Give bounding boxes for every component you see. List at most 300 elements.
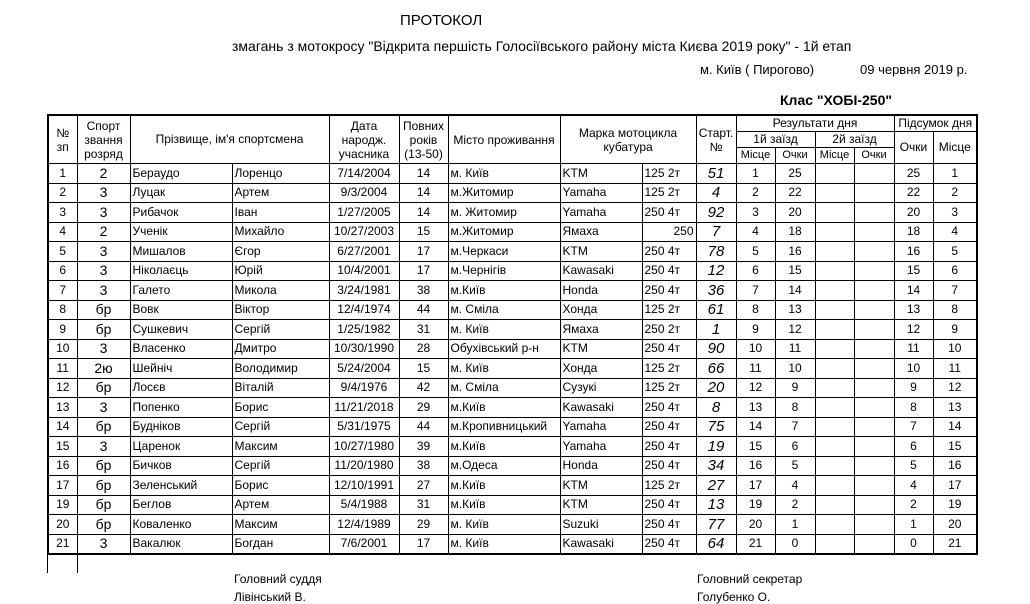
cell-row-number: 21 bbox=[48, 534, 77, 554]
cell-race1-points: 2 bbox=[775, 495, 815, 515]
cell-birth-date: 12/4/1974 bbox=[329, 300, 399, 320]
cell-birth-date: 10/27/1980 bbox=[329, 437, 399, 457]
cell-first-name: Юрій bbox=[232, 261, 329, 281]
cell-rank: 3 bbox=[77, 534, 130, 554]
cell-day-points: 1 bbox=[894, 515, 933, 535]
cell-race1-points: 16 bbox=[775, 242, 815, 262]
secretary-label: Головний секретар bbox=[697, 572, 803, 586]
cell-bike-cc: 250 4т bbox=[642, 339, 696, 359]
cell-day-points: 13 bbox=[894, 300, 933, 320]
cell-day-place: 1 bbox=[933, 164, 977, 184]
cell-rank: 3 bbox=[77, 437, 130, 457]
cell-row-number: 2 bbox=[48, 183, 77, 203]
cell-city: м.Київ bbox=[448, 437, 560, 457]
cell-rank: бр bbox=[77, 476, 130, 496]
cell-first-name: Іван bbox=[232, 203, 329, 223]
col-rank: Спорт звання розряд bbox=[77, 115, 130, 164]
cell-first-name: Сергій bbox=[232, 456, 329, 476]
document-subtitle: змагань з мотокросу "Відкрита першість Голосіївського району міста Києва 2019 року" - 1й етап bbox=[232, 38, 852, 54]
cell-race2-place bbox=[815, 417, 854, 437]
cell-race2-place bbox=[815, 281, 854, 301]
cell-rank: 3 bbox=[77, 339, 130, 359]
cell-rank: 2 bbox=[77, 164, 130, 184]
cell-day-place: 16 bbox=[933, 456, 977, 476]
cell-bike-cc: 250 4т bbox=[642, 398, 696, 418]
cell-race1-points: 1 bbox=[775, 515, 815, 535]
cell-row-number: 5 bbox=[48, 242, 77, 262]
cell-race1-place: 10 bbox=[736, 339, 775, 359]
cell-age: 17 bbox=[399, 242, 448, 262]
cell-city: м.Чернігів bbox=[448, 261, 560, 281]
table-row bbox=[48, 398, 977, 418]
cell-day-points: 18 bbox=[894, 222, 933, 242]
cell-city: м. Київ bbox=[448, 515, 560, 535]
cell-race1-place: 12 bbox=[736, 378, 775, 398]
cell-surname: Беглов bbox=[130, 495, 232, 515]
cell-row-number: 15 bbox=[48, 437, 77, 457]
table-row bbox=[48, 261, 977, 281]
cell-first-name: Лоренцо bbox=[232, 164, 329, 184]
col-age: Повних років (13-50) bbox=[399, 115, 448, 164]
cell-row-number: 4 bbox=[48, 222, 77, 242]
cell-race2-points bbox=[854, 281, 894, 301]
cell-day-place: 5 bbox=[933, 242, 977, 262]
table-row bbox=[48, 203, 977, 223]
cell-race2-place bbox=[815, 261, 854, 281]
cell-city: м.Київ bbox=[448, 495, 560, 515]
secretary-name: Голубенко О. bbox=[697, 590, 771, 604]
cell-day-place: 12 bbox=[933, 378, 977, 398]
cell-start-number: 51 bbox=[696, 164, 736, 184]
cell-birth-date: 1/27/2005 bbox=[329, 203, 399, 223]
cell-start-number: 8 bbox=[696, 398, 736, 418]
cell-day-points: 14 bbox=[894, 281, 933, 301]
cell-day-place: 3 bbox=[933, 203, 977, 223]
cell-race2-points bbox=[854, 203, 894, 223]
cell-day-place: 8 bbox=[933, 300, 977, 320]
cell-race2-points bbox=[854, 261, 894, 281]
cell-race2-place bbox=[815, 320, 854, 340]
table-col-border-extension bbox=[77, 555, 78, 573]
cell-surname: Вовк bbox=[130, 300, 232, 320]
cell-day-points: 6 bbox=[894, 437, 933, 457]
cell-race1-place: 21 bbox=[736, 534, 775, 554]
cell-start-number: 78 bbox=[696, 242, 736, 262]
cell-birth-date: 7/14/2004 bbox=[329, 164, 399, 184]
cell-rank: бр bbox=[77, 300, 130, 320]
cell-birth-date: 9/4/1976 bbox=[329, 378, 399, 398]
table-row bbox=[48, 534, 977, 554]
event-date: 09 червня 2019 р. bbox=[860, 62, 968, 77]
cell-surname: Коваленко bbox=[130, 515, 232, 535]
cell-row-number: 20 bbox=[48, 515, 77, 535]
cell-bike-cc: 125 2т bbox=[642, 476, 696, 496]
cell-rank: 3 bbox=[77, 261, 130, 281]
cell-race1-points: 25 bbox=[775, 164, 815, 184]
cell-race2-points bbox=[854, 222, 894, 242]
cell-age: 38 bbox=[399, 281, 448, 301]
cell-race2-points bbox=[854, 495, 894, 515]
cell-rank: бр bbox=[77, 320, 130, 340]
cell-birth-date: 1/25/1982 bbox=[329, 320, 399, 340]
cell-first-name: Борис bbox=[232, 398, 329, 418]
cell-rank: 3 bbox=[77, 203, 130, 223]
cell-age: 17 bbox=[399, 261, 448, 281]
col-name: Прізвище, ім'я спортсмена bbox=[130, 115, 329, 164]
cell-bike-cc: 250 2т bbox=[642, 320, 696, 340]
cell-bike-make: Suzuki bbox=[560, 515, 642, 535]
cell-surname: Ніколаєць bbox=[130, 261, 232, 281]
cell-bike-make: Ямаха bbox=[560, 222, 642, 242]
cell-race1-place: 16 bbox=[736, 456, 775, 476]
cell-row-number: 6 bbox=[48, 261, 77, 281]
cell-birth-date: 9/3/2004 bbox=[329, 183, 399, 203]
col-num: № зп bbox=[48, 115, 77, 164]
cell-birth-date: 5/24/2004 bbox=[329, 359, 399, 379]
cell-city: м.Київ bbox=[448, 398, 560, 418]
cell-city: м.Житомир bbox=[448, 222, 560, 242]
cell-day-points: 0 bbox=[894, 534, 933, 554]
cell-age: 17 bbox=[399, 534, 448, 554]
cell-day-points: 20 bbox=[894, 203, 933, 223]
cell-race2-place bbox=[815, 222, 854, 242]
cell-start-number: 90 bbox=[696, 339, 736, 359]
cell-race1-place: 2 bbox=[736, 183, 775, 203]
cell-race2-place bbox=[815, 164, 854, 184]
cell-race1-points: 7 bbox=[775, 417, 815, 437]
cell-race2-points bbox=[854, 476, 894, 496]
cell-bike-make: Yamaha bbox=[560, 203, 642, 223]
cell-birth-date: 5/4/1988 bbox=[329, 495, 399, 515]
cell-first-name: Артем bbox=[232, 495, 329, 515]
cell-start-number: 66 bbox=[696, 359, 736, 379]
class-label: Клас "ХОБІ-250" bbox=[780, 92, 893, 108]
cell-day-place: 11 bbox=[933, 359, 977, 379]
cell-first-name: Сергій bbox=[232, 320, 329, 340]
cell-race1-points: 20 bbox=[775, 203, 815, 223]
cell-first-name: Віктор bbox=[232, 300, 329, 320]
cell-age: 14 bbox=[399, 164, 448, 184]
cell-bike-cc: 250 4т bbox=[642, 534, 696, 554]
cell-bike-cc: 125 2т bbox=[642, 183, 696, 203]
cell-city: м. Київ bbox=[448, 164, 560, 184]
cell-bike-cc: 250 4т bbox=[642, 203, 696, 223]
cell-first-name: Михайло bbox=[232, 222, 329, 242]
cell-age: 27 bbox=[399, 476, 448, 496]
cell-race1-place: 5 bbox=[736, 242, 775, 262]
cell-surname: Вакалюк bbox=[130, 534, 232, 554]
cell-race1-points: 22 bbox=[775, 183, 815, 203]
cell-age: 15 bbox=[399, 222, 448, 242]
cell-age: 14 bbox=[399, 203, 448, 223]
cell-row-number: 12 bbox=[48, 378, 77, 398]
cell-row-number: 1 bbox=[48, 164, 77, 184]
cell-rank: бр bbox=[77, 378, 130, 398]
cell-age: 14 bbox=[399, 183, 448, 203]
cell-bike-make: Хонда bbox=[560, 359, 642, 379]
cell-race1-points: 11 bbox=[775, 339, 815, 359]
col-start: Старт. № bbox=[696, 115, 736, 164]
cell-first-name: Максим bbox=[232, 515, 329, 535]
cell-day-points: 25 bbox=[894, 164, 933, 184]
cell-age: 31 bbox=[399, 320, 448, 340]
cell-race2-place bbox=[815, 398, 854, 418]
cell-day-points: 16 bbox=[894, 242, 933, 262]
judge-label: Головний суддя bbox=[234, 572, 322, 586]
cell-race2-place bbox=[815, 203, 854, 223]
cell-age: 29 bbox=[399, 515, 448, 535]
cell-start-number: 75 bbox=[696, 417, 736, 437]
cell-day-place: 10 bbox=[933, 339, 977, 359]
cell-rank: 3 bbox=[77, 183, 130, 203]
cell-day-points: 2 bbox=[894, 495, 933, 515]
cell-surname: Шейніч bbox=[130, 359, 232, 379]
document-title: ПРОТОКОЛ bbox=[400, 12, 483, 29]
cell-race1-place: 9 bbox=[736, 320, 775, 340]
cell-first-name: Володимир bbox=[232, 359, 329, 379]
table-row bbox=[48, 222, 977, 242]
cell-bike-make: Yamaha bbox=[560, 417, 642, 437]
cell-day-place: 21 bbox=[933, 534, 977, 554]
cell-race2-place bbox=[815, 515, 854, 535]
cell-birth-date: 11/21/2018 bbox=[329, 398, 399, 418]
cell-row-number: 17 bbox=[48, 476, 77, 496]
cell-bike-make: Honda bbox=[560, 456, 642, 476]
cell-surname: Зеленський bbox=[130, 476, 232, 496]
col-dob: Дата народж. учасника bbox=[329, 115, 399, 164]
cell-day-place: 14 bbox=[933, 417, 977, 437]
cell-age: 29 bbox=[399, 398, 448, 418]
cell-race1-place: 17 bbox=[736, 476, 775, 496]
cell-start-number: 34 bbox=[696, 456, 736, 476]
cell-bike-make: Yamaha bbox=[560, 437, 642, 457]
cell-surname: Бичков bbox=[130, 456, 232, 476]
cell-row-number: 16 bbox=[48, 456, 77, 476]
cell-birth-date: 10/4/2001 bbox=[329, 261, 399, 281]
cell-race1-points: 13 bbox=[775, 300, 815, 320]
cell-rank: 2ю bbox=[77, 359, 130, 379]
cell-race1-points: 12 bbox=[775, 320, 815, 340]
cell-start-number: 7 bbox=[696, 222, 736, 242]
cell-birth-date: 12/10/1991 bbox=[329, 476, 399, 496]
cell-first-name: Максим bbox=[232, 437, 329, 457]
cell-age: 44 bbox=[399, 417, 448, 437]
cell-surname: Галето bbox=[130, 281, 232, 301]
cell-bike-cc: 250 4т bbox=[642, 495, 696, 515]
cell-first-name: Віталій bbox=[232, 378, 329, 398]
cell-rank: 3 bbox=[77, 242, 130, 262]
cell-row-number: 19 bbox=[48, 495, 77, 515]
cell-race2-place bbox=[815, 534, 854, 554]
cell-city: м. Київ bbox=[448, 359, 560, 379]
cell-day-place: 6 bbox=[933, 261, 977, 281]
cell-day-place: 13 bbox=[933, 398, 977, 418]
cell-start-number: 64 bbox=[696, 534, 736, 554]
cell-start-number: 27 bbox=[696, 476, 736, 496]
table-row bbox=[48, 515, 977, 535]
cell-rank: 2 bbox=[77, 222, 130, 242]
table-row bbox=[48, 378, 977, 398]
cell-race2-points bbox=[854, 437, 894, 457]
cell-bike-cc: 250 4т bbox=[642, 281, 696, 301]
cell-bike-make: KTM bbox=[560, 164, 642, 184]
col-race2: 2й заїзд bbox=[815, 132, 894, 148]
cell-race1-points: 14 bbox=[775, 281, 815, 301]
cell-bike-cc: 250 4т bbox=[642, 437, 696, 457]
cell-bike-cc: 250 4т bbox=[642, 456, 696, 476]
cell-bike-make: KTM bbox=[560, 242, 642, 262]
cell-age: 31 bbox=[399, 495, 448, 515]
cell-day-points: 4 bbox=[894, 476, 933, 496]
cell-bike-cc: 250 4т bbox=[642, 515, 696, 535]
cell-race1-place: 8 bbox=[736, 300, 775, 320]
cell-row-number: 3 bbox=[48, 203, 77, 223]
cell-rank: бр bbox=[77, 417, 130, 437]
cell-race1-place: 19 bbox=[736, 495, 775, 515]
cell-race2-place bbox=[815, 242, 854, 262]
cell-race1-points: 0 bbox=[775, 534, 815, 554]
cell-start-number: 61 bbox=[696, 300, 736, 320]
cell-age: 44 bbox=[399, 300, 448, 320]
col-sum-place: Місце bbox=[933, 132, 977, 164]
cell-age: 38 bbox=[399, 456, 448, 476]
cell-day-points: 15 bbox=[894, 261, 933, 281]
table-left-border-extension bbox=[47, 555, 48, 573]
cell-first-name: Богдан bbox=[232, 534, 329, 554]
cell-city: м. Київ bbox=[448, 320, 560, 340]
cell-day-points: 9 bbox=[894, 378, 933, 398]
cell-race2-points bbox=[854, 242, 894, 262]
cell-start-number: 36 bbox=[696, 281, 736, 301]
event-place: м. Київ ( Пирогово) bbox=[700, 62, 815, 77]
cell-bike-cc: 125 2т bbox=[642, 300, 696, 320]
cell-race2-points bbox=[854, 359, 894, 379]
cell-bike-make: Ямаха bbox=[560, 320, 642, 340]
cell-bike-cc: 250 4т bbox=[642, 242, 696, 262]
cell-first-name: Микола bbox=[232, 281, 329, 301]
table-row bbox=[48, 242, 977, 262]
cell-surname: Бераудо bbox=[130, 164, 232, 184]
cell-race2-place bbox=[815, 476, 854, 496]
cell-surname: Ученік bbox=[130, 222, 232, 242]
cell-race1-place: 3 bbox=[736, 203, 775, 223]
cell-city: м.Черкаси bbox=[448, 242, 560, 262]
cell-race1-place: 1 bbox=[736, 164, 775, 184]
cell-day-place: 9 bbox=[933, 320, 977, 340]
cell-birth-date: 3/24/1981 bbox=[329, 281, 399, 301]
cell-race2-points bbox=[854, 456, 894, 476]
cell-row-number: 13 bbox=[48, 398, 77, 418]
cell-city: м.Житомир bbox=[448, 183, 560, 203]
cell-rank: бр bbox=[77, 495, 130, 515]
cell-start-number: 4 bbox=[696, 183, 736, 203]
cell-start-number: 12 bbox=[696, 261, 736, 281]
cell-race1-place: 20 bbox=[736, 515, 775, 535]
results-table bbox=[47, 114, 978, 555]
cell-age: 42 bbox=[399, 378, 448, 398]
cell-day-place: 2 bbox=[933, 183, 977, 203]
cell-race2-points bbox=[854, 320, 894, 340]
cell-race2-points bbox=[854, 183, 894, 203]
table-row bbox=[48, 437, 977, 457]
cell-race1-points: 6 bbox=[775, 437, 815, 457]
cell-bike-cc: 125 2т bbox=[642, 378, 696, 398]
cell-day-place: 15 bbox=[933, 437, 977, 457]
cell-day-place: 4 bbox=[933, 222, 977, 242]
cell-bike-make: KTM bbox=[560, 495, 642, 515]
table-row bbox=[48, 476, 977, 496]
cell-race1-place: 7 bbox=[736, 281, 775, 301]
cell-birth-date: 10/30/1990 bbox=[329, 339, 399, 359]
table-row bbox=[48, 456, 977, 476]
cell-race2-place bbox=[815, 183, 854, 203]
cell-first-name: Артем bbox=[232, 183, 329, 203]
cell-birth-date: 12/4/1989 bbox=[329, 515, 399, 535]
cell-day-points: 7 bbox=[894, 417, 933, 437]
cell-city: м.Київ bbox=[448, 281, 560, 301]
cell-surname: Луцак bbox=[130, 183, 232, 203]
cell-bike-cc: 250 4т bbox=[642, 261, 696, 281]
cell-day-points: 11 bbox=[894, 339, 933, 359]
cell-rank: 3 bbox=[77, 398, 130, 418]
cell-race1-points: 18 bbox=[775, 222, 815, 242]
cell-city: м. Сміла bbox=[448, 300, 560, 320]
cell-birth-date: 7/6/2001 bbox=[329, 534, 399, 554]
cell-row-number: 7 bbox=[48, 281, 77, 301]
cell-age: 15 bbox=[399, 359, 448, 379]
cell-race2-points bbox=[854, 339, 894, 359]
cell-day-points: 5 bbox=[894, 456, 933, 476]
cell-race2-place bbox=[815, 456, 854, 476]
cell-bike-cc: 125 2т bbox=[642, 164, 696, 184]
cell-start-number: 77 bbox=[696, 515, 736, 535]
cell-race2-points bbox=[854, 398, 894, 418]
cell-race2-place bbox=[815, 359, 854, 379]
cell-birth-date: 6/27/2001 bbox=[329, 242, 399, 262]
col-race2-points: Очки bbox=[854, 148, 894, 164]
cell-race2-points bbox=[854, 300, 894, 320]
cell-race1-points: 4 bbox=[775, 476, 815, 496]
cell-city: м.Київ bbox=[448, 476, 560, 496]
cell-row-number: 14 bbox=[48, 417, 77, 437]
cell-surname: Царенок bbox=[130, 437, 232, 457]
col-race2-place: Місце bbox=[815, 148, 854, 164]
cell-row-number: 9 bbox=[48, 320, 77, 340]
cell-race2-place bbox=[815, 300, 854, 320]
col-city: Місто проживання bbox=[448, 115, 560, 164]
cell-surname: Рибачок bbox=[130, 203, 232, 223]
cell-race1-place: 14 bbox=[736, 417, 775, 437]
cell-bike-make: KTM bbox=[560, 476, 642, 496]
table-row bbox=[48, 417, 977, 437]
cell-race1-place: 11 bbox=[736, 359, 775, 379]
col-sum-points: Очки bbox=[894, 132, 933, 164]
cell-rank: бр bbox=[77, 456, 130, 476]
cell-race2-points bbox=[854, 534, 894, 554]
cell-surname: Мишалов bbox=[130, 242, 232, 262]
cell-race1-points: 9 bbox=[775, 378, 815, 398]
col-race1-place: Місце bbox=[736, 148, 775, 164]
table-row bbox=[48, 339, 977, 359]
cell-birth-date: 10/27/2003 bbox=[329, 222, 399, 242]
table-row bbox=[48, 300, 977, 320]
table-row bbox=[48, 183, 977, 203]
cell-race2-place bbox=[815, 495, 854, 515]
cell-first-name: Дмитро bbox=[232, 339, 329, 359]
cell-city: м. Житомир bbox=[448, 203, 560, 223]
cell-start-number: 20 bbox=[696, 378, 736, 398]
cell-day-place: 17 bbox=[933, 476, 977, 496]
